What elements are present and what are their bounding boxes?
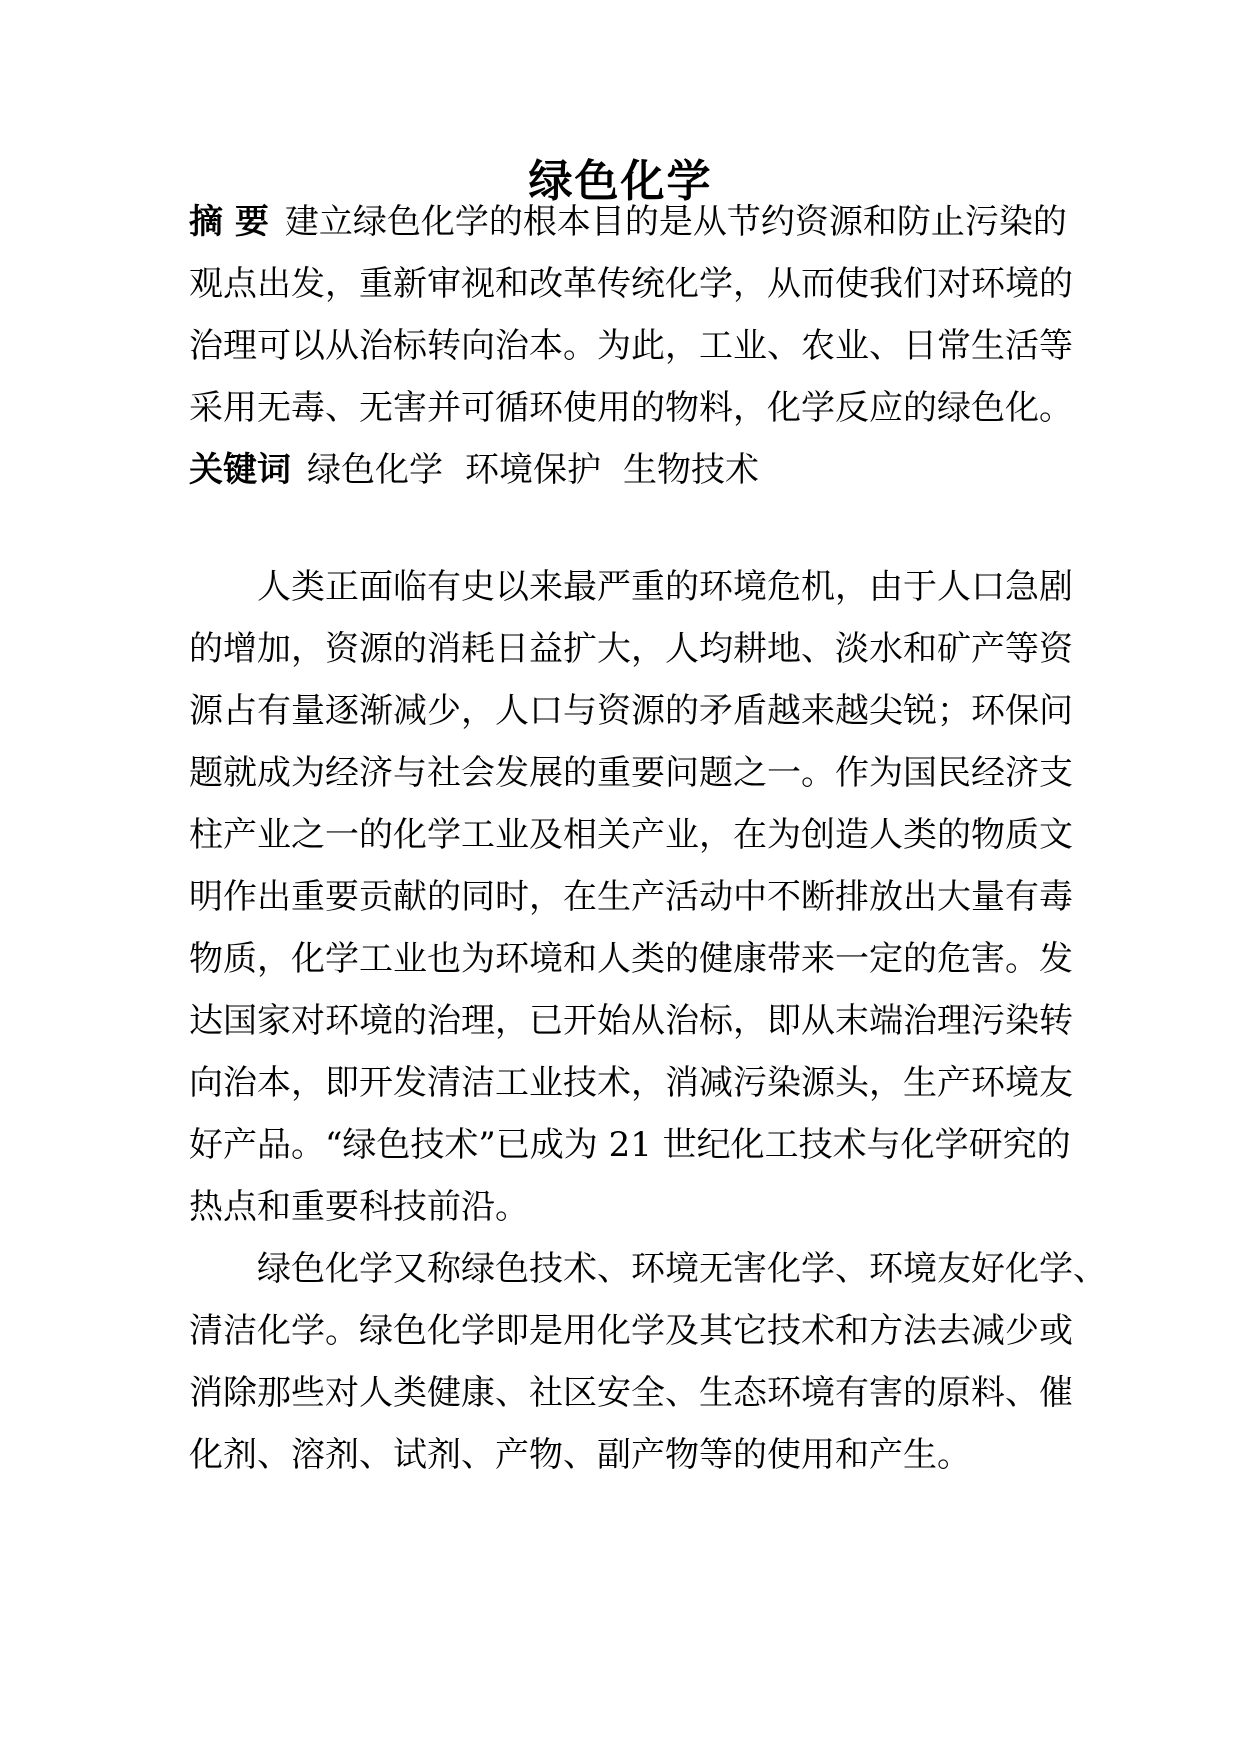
body-line: 明作出重要贡献的同时，在生产活动中不断排放出大量有毒 [189, 877, 1073, 917]
abstract-label: 摘 要 [189, 202, 269, 242]
body-line: 好产品。“绿色技术”已成为 21 世纪化工技术与化学研究的 [189, 1125, 1071, 1165]
body-line: 人类正面临有史以来最严重的环境危机，由于人口急剧 [257, 567, 1073, 607]
abstract-line: 采用无毒、无害并可循环使用的物料，化学反应的绿色化。 [189, 388, 1073, 428]
abstract-line: 观点出发，重新审视和改革传统化学，从而使我们对环境的 [189, 264, 1073, 304]
abstract-text: 建立绿色化学的根本目的是从节约资源和防止污染的 [284, 202, 1067, 242]
keywords-line [189, 440, 1059, 500]
abstract-line [189, 192, 1067, 252]
body-line: 热点和重要科技前沿。 [189, 1187, 529, 1227]
keyword: 生物技术 [623, 450, 759, 490]
keywords-label: 关键词 [189, 450, 291, 490]
body-line: 的增加，资源的消耗日益扩大，人均耕地、淡水和矿产等资 [189, 629, 1073, 669]
body-line: 向治本，即开发清洁工业技术，消减污染源头，生产环境友 [189, 1063, 1073, 1103]
abstract-line: 治理可以从治标转向治本。为此，工业、农业、日常生活等 [189, 326, 1073, 366]
keyword: 绿色化学 [307, 450, 443, 490]
body-line: 题就成为经济与社会发展的重要问题之一。作为国民经济支 [189, 753, 1073, 793]
body-line: 源占有量逐渐减少，人口与资源的矛盾越来越尖锐；环保问 [189, 691, 1073, 731]
body-line: 物质，化学工业也为环境和人类的健康带来一定的危害。发 [189, 939, 1073, 979]
body-line: 清洁化学。绿色化学即是用化学及其它技术和方法去减少或 [189, 1311, 1073, 1351]
document-title: 绿色化学 [528, 156, 713, 207]
body-line: 达国家对环境的治理，已开始从治标，即从末端治理污染转 [189, 1001, 1073, 1041]
body-line: 化剂、溶剂、试剂、产物、副产物等的使用和产生。 [189, 1435, 971, 1475]
body-line: 柱产业之一的化学工业及相关产业，在为创造人类的物质文 [189, 815, 1073, 855]
body-line: 消除那些对人类健康、社区安全、生态环境有害的原料、催 [189, 1373, 1073, 1413]
body-line: 绿色化学又称绿色技术、环境无害化学、环境友好化学、 [257, 1249, 1107, 1289]
keyword: 环境保护 [465, 450, 601, 490]
